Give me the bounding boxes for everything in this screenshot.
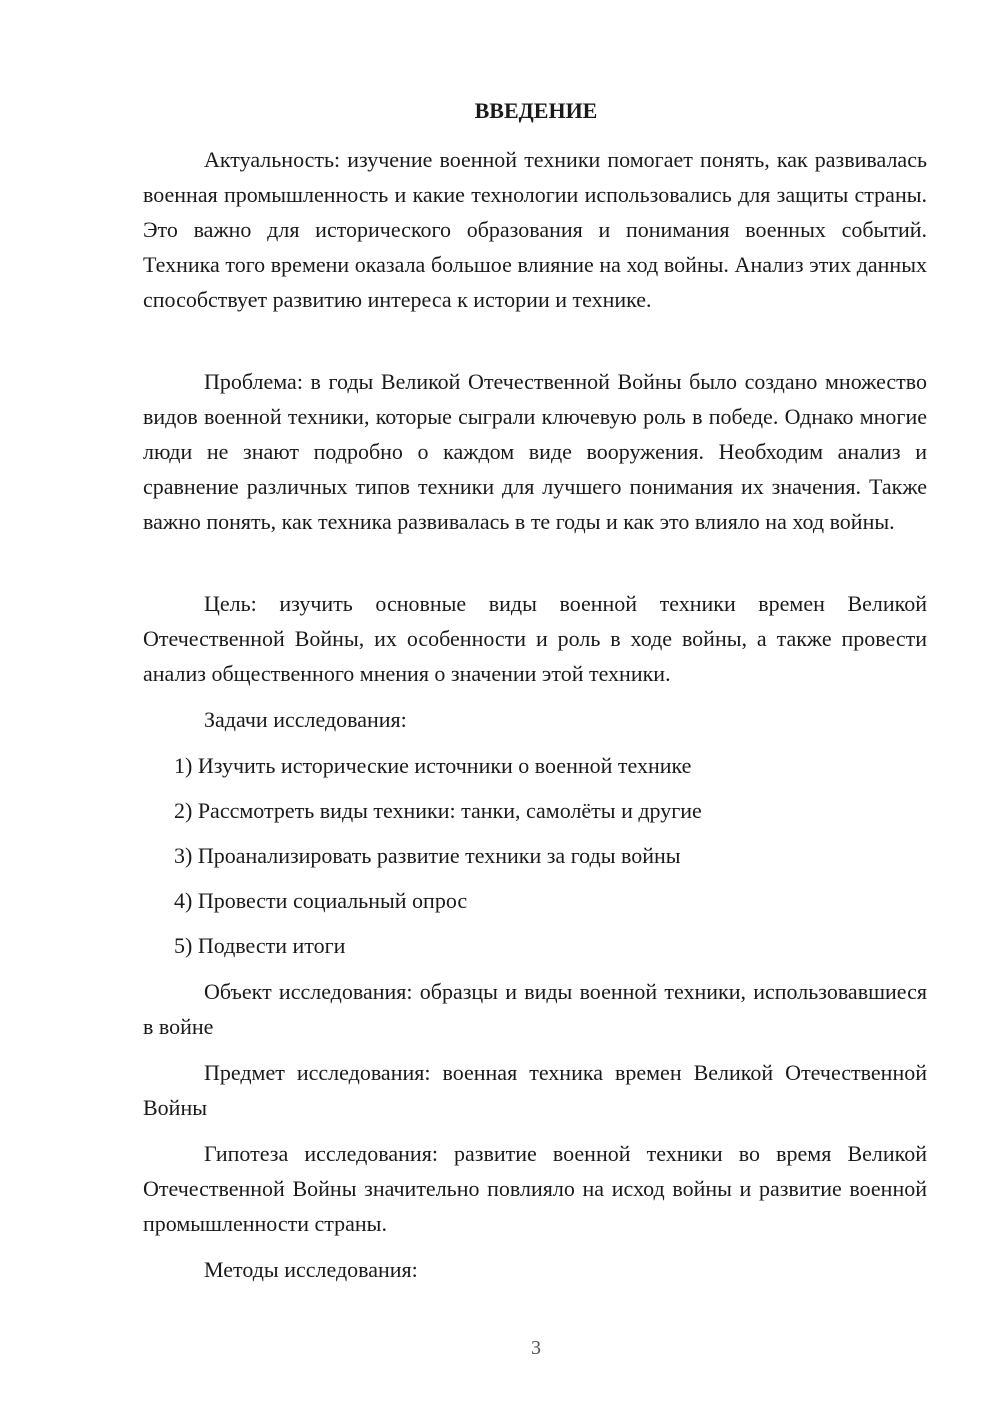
list-item: 1) Изучить исторические источники о военной технике — [174, 753, 692, 778]
paragraph-subject: Предмет исследования: военная техника времен Великой Отечественной Войны — [143, 1060, 927, 1120]
list-item: 2) Рассмотреть виды техники: танки, самолёты и другие — [174, 798, 702, 823]
page-title: ВВЕДЕНИЕ — [474, 98, 598, 123]
tasks-heading: Задачи исследования: — [204, 707, 407, 732]
paragraph-hypothesis: Гипотеза исследования: развитие военной техники во время Великой Отечественной Войны значительно повлияло на исход войны и развитие военной промышленности страны. — [143, 1141, 927, 1236]
list-item: 5) Подвести итоги — [174, 933, 346, 958]
page-number: 3 — [531, 1337, 541, 1359]
paragraph-problem: Проблема: в годы Великой Отечественной Войны было создано множество видов военной техники, которые сыграли ключевую роль в победе. Однако многие люди не знают подробно о каждом виде вооружения. Необходим анализ и сравнение различных типов техники для лучшего понимания их значения. Также важно понять, как техника развивалась в те годы и как это влияло на ход войны. — [143, 369, 927, 534]
methods-heading: Методы исследования: — [204, 1257, 418, 1282]
paragraph-object: Объект исследования: образцы и виды военной техники, использовавшиеся в войне — [143, 979, 927, 1039]
paragraph-goal: Цель: изучить основные виды военной техники времен Великой Отечественной Войны, их особенности и роль в ходе войны, а также провести анализ общественного мнения о значении этой техники. — [143, 591, 927, 686]
paragraph-relevance: Актуальность: изучение военной техники помогает понять, как развивалась военная промышленность и какие технологии использовались для защиты страны. Это важно для исторического образования и понимания военных событий. Техника того времени оказала большое влияние на ход войны. Анализ этих данных способствует развитию интереса к истории и технике. — [143, 147, 927, 312]
list-item: 4) Провести социальный опрос — [174, 888, 468, 913]
list-item: 3) Проанализировать развитие техники за годы войны — [174, 843, 681, 868]
